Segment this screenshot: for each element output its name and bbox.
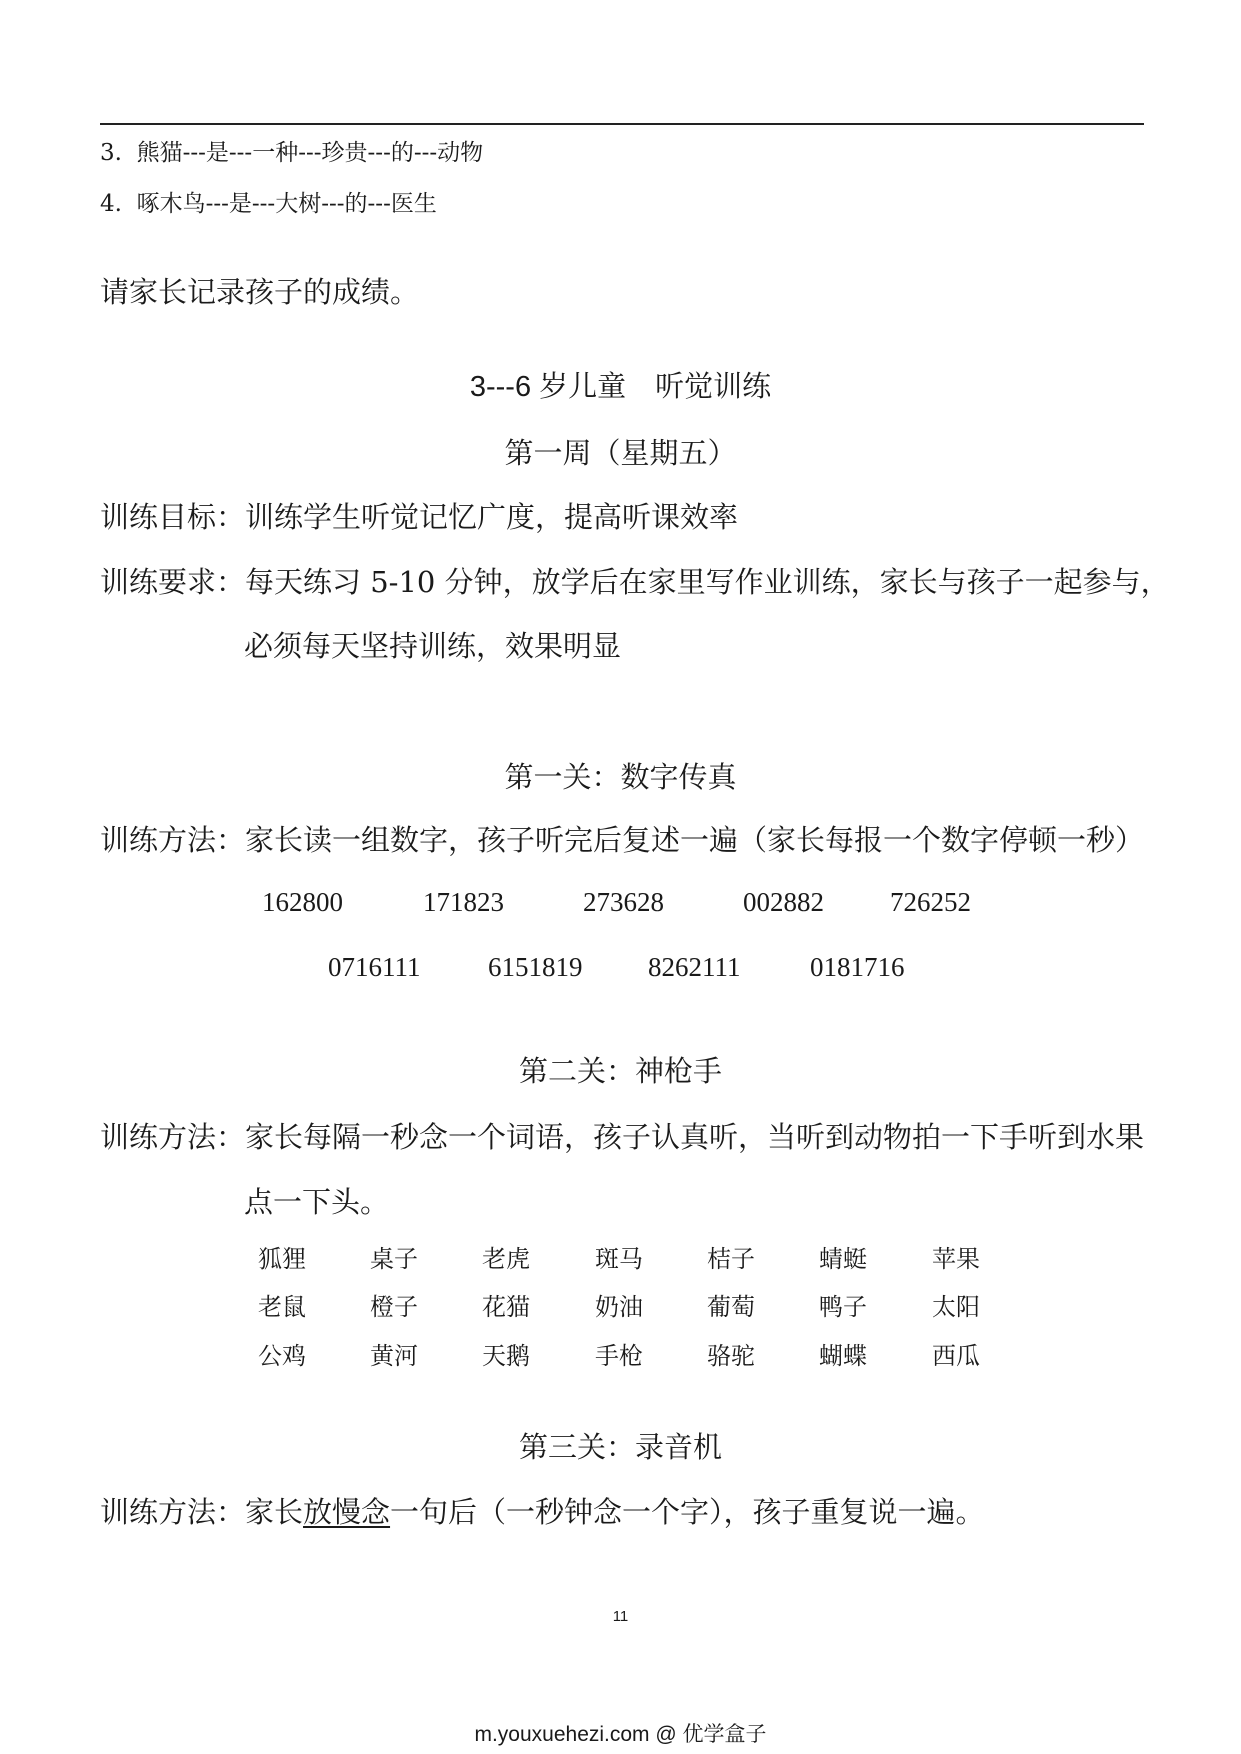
section-title: 3---6 岁儿童 听觉训练 xyxy=(469,371,772,403)
word-item: 老鼠 xyxy=(258,1293,306,1321)
digit-group: 8262111 xyxy=(648,952,741,982)
level-2-title: 第二关：神枪手 xyxy=(518,1054,722,1088)
digit-group: 726252 xyxy=(890,887,971,917)
footer-watermark: m.youxuehezi.com @ 优学盒子 xyxy=(474,1723,767,1746)
word-item: 手枪 xyxy=(595,1342,643,1370)
list-number: 3. xyxy=(100,140,122,166)
word-item: 苹果 xyxy=(932,1245,980,1273)
word-item: 西瓜 xyxy=(932,1342,980,1370)
training-goal xyxy=(100,495,738,536)
section-subtitle: 第一周（星期五） xyxy=(504,436,737,470)
digit-group: 6151819 xyxy=(488,952,583,982)
requirement-text: 每天练习 5-10 分钟，放学后在家里写作业训练，家长与孩子一起参与， xyxy=(245,565,1170,599)
level-1-method xyxy=(100,818,1144,859)
word-item: 斑马 xyxy=(595,1245,643,1273)
word-item: 桔子 xyxy=(707,1245,755,1273)
list-number: 4. xyxy=(100,191,122,217)
word-item: 骆驼 xyxy=(707,1342,755,1370)
digit-group: 0181716 xyxy=(810,952,905,982)
digit-group: 002882 xyxy=(743,887,824,917)
word-item: 桌子 xyxy=(370,1245,418,1273)
list-item xyxy=(100,134,483,167)
level-2-method-continuation: 点一下头。 xyxy=(244,1185,390,1219)
method-text: 家长读一组数字，孩子听完后复述一遍（家长每报一个数字停顿一秒） xyxy=(245,823,1145,857)
word-item: 花猫 xyxy=(482,1293,530,1321)
word-item: 奶油 xyxy=(595,1293,643,1321)
method-text-underlined: 放慢念 xyxy=(303,1495,391,1529)
training-requirement xyxy=(100,560,1170,601)
word-item: 公鸡 xyxy=(258,1342,306,1370)
method-label: 训练方法： xyxy=(100,1120,246,1154)
method-text: 家长每隔一秒念一个词语，孩子认真听，当听到动物拍一下手听到水果 xyxy=(245,1120,1145,1154)
word-item: 蜻蜓 xyxy=(819,1245,867,1273)
list-text: 熊猫---是---一种---珍贵---的---动物 xyxy=(136,140,484,166)
goal-label: 训练目标： xyxy=(100,500,246,534)
method-label: 训练方法： xyxy=(100,823,246,857)
list-text: 啄木鸟---是---大树---的---医生 xyxy=(136,191,437,217)
goal-text: 训练学生听觉记忆广度，提高听课效率 xyxy=(245,500,739,534)
level-3-method xyxy=(100,1490,985,1531)
digit-group: 162800 xyxy=(262,887,343,917)
word-item: 蝴蝶 xyxy=(819,1342,867,1370)
word-item: 天鹅 xyxy=(482,1342,530,1370)
level-1-title: 第一关：数字传真 xyxy=(504,760,737,794)
digit-group: 0716111 xyxy=(328,952,421,982)
digit-group: 171823 xyxy=(423,887,504,917)
parent-note: 请家长记录孩子的成绩。 xyxy=(100,275,420,309)
method-text-post: 一句后（一秒钟念一个字），孩子重复说一遍。 xyxy=(390,1495,985,1529)
word-item: 狐狸 xyxy=(258,1245,306,1273)
digit-group: 273628 xyxy=(583,887,664,917)
word-item: 老虎 xyxy=(482,1245,530,1273)
word-item: 葡萄 xyxy=(707,1293,755,1321)
word-item: 黄河 xyxy=(370,1342,418,1370)
header-rule xyxy=(100,123,1144,125)
level-3-title: 第三关：录音机 xyxy=(518,1430,722,1464)
list-item xyxy=(100,185,437,218)
page-number: 11 xyxy=(612,1608,629,1625)
word-item: 太阳 xyxy=(932,1293,980,1321)
requirement-label: 训练要求： xyxy=(100,565,246,599)
level-2-method xyxy=(100,1115,1144,1156)
word-item: 橙子 xyxy=(370,1293,418,1321)
method-text-pre: 家长 xyxy=(245,1495,304,1529)
method-label: 训练方法： xyxy=(100,1495,246,1529)
requirement-continuation: 必须每天坚持训练，效果明显 xyxy=(244,629,622,663)
word-item: 鸭子 xyxy=(819,1293,867,1321)
